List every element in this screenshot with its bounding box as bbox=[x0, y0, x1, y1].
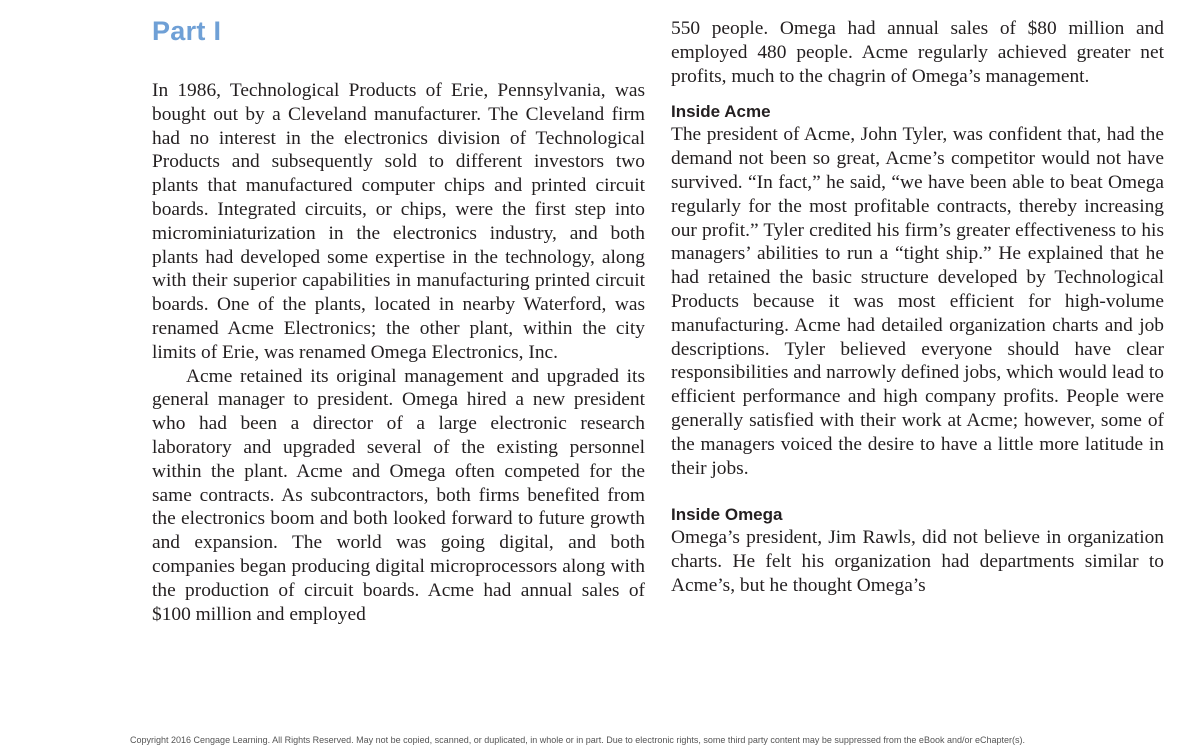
continued-paragraph: 550 people. Omega had annual sales of $80 million and employed 480 people. Acme regularly achieved greater net profits, much to the chagrin of Omega’s management. bbox=[671, 18, 1164, 87]
acme-omega-paragraph: Acme retained its original management and upgraded its general manager to president. Omega hired a new president who had been a director of a large electronic research laboratory and upgraded several of the existing personnel within the plant. Acme and Omega often competed for the same contracts. As subcontractors, both firms benefited from the electronics boom and both looked forward to future growth and expansion. The world was going digital, and both companies began producing digital microprocessors along with the production of circuit boards. Acme had annual sales of $100 million and employed bbox=[152, 365, 645, 625]
right-column bbox=[671, 0, 1164, 598]
omega-paragraph: Omega’s president, Jim Rawls, did not believe in organization charts. He felt his organization had departments similar to Acme’s, but he thought Omega’s bbox=[671, 527, 1164, 596]
acme-paragraph: The president of Acme, John Tyler, was confident that, had the demand not been so great, Acme’s competitor would not have survived. “In fact,” he said, “we have been able to beat Omega regularly for the most profitable contracts, thereby increasing our profit.” Tyler credited his firm’s greater effectiveness to his managers’ abilities to run a “tight ship.” He explained that he had retained the basic structure developed by Technological Products because it was most efficient for high-volume manufacturing. Acme had detailed organization charts and job descriptions. Tyler believed everyone should have clear responsibilities and narrowly defined jobs, which would lead to efficient performance and high company profits. People were generally satisfied with their work at Acme; however, some of the managers voiced the desire to have a little more latitude in their jobs. bbox=[671, 124, 1164, 479]
intro-paragraph: In 1986, Technological Products of Erie, Pennsylvania, was bought out by a Cleveland manufacturer. The Cleveland firm had no interest in the electronics division of Technological Products and subsequently sold to different investors two plants that manufactured computer chips and printed circuit boards. Integrated circuits, or chips, were the first step into microminiaturization in the electronics industry, and both plants had developed some expertise in the technology, along with their superior capabilities in manufacturing printed circuit boards. One of the plants, located in nearby Waterford, was renamed Acme Electronics; the other plant, within the city limits of Erie, was renamed Omega Electronics, Inc. bbox=[152, 80, 645, 363]
heading-inside-omega: Inside Omega bbox=[671, 505, 783, 525]
part-title: Part I bbox=[152, 16, 222, 46]
copyright-notice: Copyright 2016 Cengage Learning. All Rights Reserved. May not be copied, scanned, or duplicated, in whole or in part. Due to electronic rights, some third party content may be suppressed from the eBook and/or eChapter(s). bbox=[130, 735, 1025, 745]
heading-inside-acme: Inside Acme bbox=[671, 102, 771, 122]
left-column bbox=[152, 0, 645, 626]
